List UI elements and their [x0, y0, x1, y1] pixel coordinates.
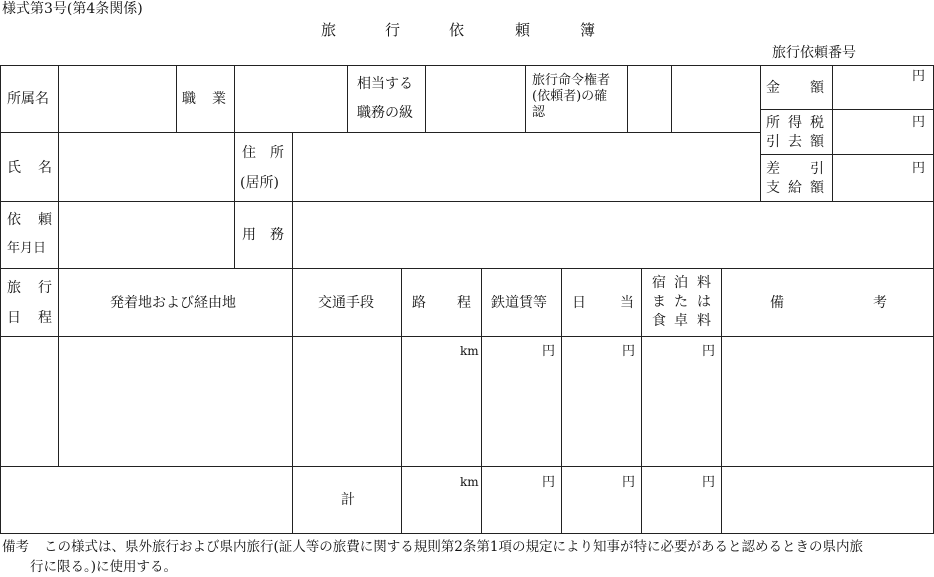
- daily-header-char: 当: [620, 295, 634, 311]
- amount-yen: 円: [912, 69, 926, 84]
- title-char: 旅: [321, 21, 337, 39]
- lodging-header-char: 泊: [674, 275, 688, 291]
- rank-label-line1: 相当する: [357, 76, 413, 92]
- affiliation-label: 所属名: [7, 91, 49, 107]
- distance-header-char: 路: [412, 295, 426, 311]
- title-char: 簿: [580, 21, 596, 39]
- request-label-char: 依: [7, 212, 21, 228]
- trip-label-char: 旅: [7, 280, 21, 296]
- remarks-header-char: 備: [770, 295, 784, 311]
- daily-header-char: 日: [572, 295, 586, 311]
- occupation-label-char: 職: [182, 91, 196, 107]
- distance-header-char: 程: [457, 295, 471, 311]
- title-char: 頼: [515, 21, 531, 39]
- purpose-label-char: 用: [242, 227, 256, 243]
- title-char: 依: [449, 21, 465, 39]
- fare-unit: 円: [542, 344, 556, 359]
- footnote-line1: この様式は、県外旅行および県内旅行(証人等の旅費に関する規則第2条第1項の規定により知事が特に必要があると認めるときの県内旅: [44, 539, 863, 555]
- purpose-label-char: 務: [270, 227, 284, 243]
- total-label: 計: [341, 492, 355, 508]
- amount-label-char: 額: [810, 80, 824, 96]
- transport-header: 交通手段: [318, 295, 374, 311]
- title-char: 行: [385, 21, 401, 39]
- amount-label-char: 金: [766, 80, 780, 96]
- tax-label-char: 税: [810, 115, 824, 131]
- lodging-header-char: 食: [652, 313, 666, 329]
- lodging-header-char: は: [697, 294, 711, 310]
- total-fare-unit: 円: [542, 475, 556, 490]
- distance-unit: km: [460, 344, 479, 358]
- footnote-line2: 行に限る。)に使用する。: [30, 559, 178, 575]
- lodging-unit: 円: [702, 344, 716, 359]
- schedule-label-char: 日: [7, 310, 21, 326]
- authorizer-label-line3: 認: [532, 105, 546, 120]
- request-label-char: 頼: [38, 212, 52, 228]
- residence-label: (居所): [240, 175, 279, 191]
- total-daily-unit: 円: [622, 475, 636, 490]
- authorizer-label-line1: 旅行命令権者: [532, 73, 611, 88]
- lodging-header-char: 卓: [674, 313, 688, 329]
- net-label-char: 引: [810, 161, 824, 177]
- travel-request-number-label: 旅行依頼番号: [772, 45, 856, 61]
- net-label-char: 差: [766, 161, 780, 177]
- tax-yen: 円: [912, 115, 926, 130]
- form-number: 様式第3号(第4条関係): [2, 1, 143, 17]
- total-lodging-unit: 円: [702, 475, 716, 490]
- rank-label-line2: 職務の級: [357, 105, 413, 121]
- daily-unit: 円: [622, 344, 636, 359]
- trip-label-char: 行: [38, 280, 52, 296]
- lodging-header-char: 宿: [652, 275, 666, 291]
- tax-label-char: 去: [788, 134, 802, 150]
- authorizer-label-line2: (依頼者)の確: [532, 89, 608, 104]
- tax-label-char: 額: [810, 134, 824, 150]
- name-label-char: 氏: [7, 160, 21, 176]
- lodging-header-char: た: [674, 294, 688, 310]
- address-label-char: 所: [270, 145, 284, 161]
- route-header: 発着地および経由地: [110, 295, 236, 311]
- net-label-char: 給: [788, 180, 802, 196]
- lodging-header-char: 料: [697, 313, 711, 329]
- schedule-label-char: 程: [38, 310, 52, 326]
- name-label-char: 名: [38, 160, 52, 176]
- lodging-header-char: ま: [652, 294, 666, 310]
- tax-label-char: 引: [766, 134, 780, 150]
- footnote-label: 備考: [2, 539, 29, 555]
- tax-label-char: 得: [788, 115, 802, 131]
- remarks-header-char: 考: [873, 295, 887, 311]
- fare-header: 鉄道賃等: [491, 295, 547, 311]
- net-label-char: 支: [766, 180, 780, 196]
- net-yen: 円: [912, 161, 926, 176]
- request-date-label: 年月日: [7, 241, 47, 256]
- address-label-char: 住: [242, 145, 256, 161]
- lodging-header-char: 料: [697, 275, 711, 291]
- tax-label-char: 所: [766, 115, 780, 131]
- total-distance-unit: km: [460, 475, 479, 489]
- occupation-label-char: 業: [212, 91, 226, 107]
- net-label-char: 額: [810, 180, 824, 196]
